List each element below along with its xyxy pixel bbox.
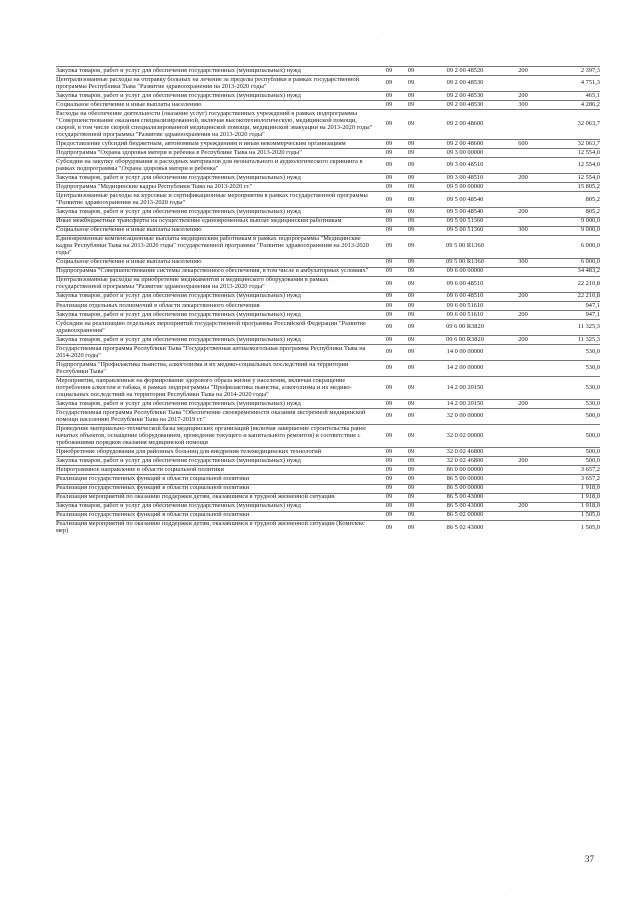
budget-table-body	[56, 67, 600, 536]
scan-speck: ·	[383, 30, 385, 35]
table-row	[56, 400, 600, 409]
row-target-code: 09 2 00 48530	[422, 92, 508, 101]
table-row	[56, 158, 600, 174]
row-subsection: 09	[400, 493, 422, 502]
table-row	[56, 101, 600, 110]
row-description: Подпрограмма "Охрана здоровья матери и ребенка в Республике Тыва на 2013-2020 годы"	[56, 149, 378, 158]
table-row	[56, 301, 600, 310]
row-target-code: 09 6 00 R3820	[422, 336, 508, 345]
row-amount: 530,0	[538, 377, 600, 400]
row-section: 09	[378, 448, 400, 457]
row-description: Подпрограмма "Профилактика пьянства, алкоголизма и их медико-социальных последствий на территории Республики Тыва"	[56, 361, 378, 377]
row-section: 09	[378, 493, 400, 502]
table-row	[56, 457, 600, 466]
row-amount: 22 210,8	[538, 276, 600, 292]
row-description: Предоставление субсидий бюджетным, автономным учреждениям и иным некоммерческим организациям	[56, 140, 378, 149]
row-description: Закупка товаров, работ и услуг для обеспечения государственных (муниципальных) нужд	[56, 292, 378, 301]
row-description: Расходы на обеспечение деятельности (оказание услуг) государственных учреждений в рамках подпрограммы "Совершенствование оказания специализированной, включая высокотехнологическую, медицинской помощи, скорой, в том числе скорой специализированной медицинской помощи, медицинской эвакуации на 2013-2020 годы" государственной программы "Развитие здравоохранения на 2013-2020 годы"	[56, 110, 378, 140]
row-section: 09	[378, 400, 400, 409]
row-expense-type	[508, 320, 538, 336]
table-row	[56, 448, 600, 457]
row-section: 09	[378, 158, 400, 174]
row-target-code: 86 5 00 43000	[422, 502, 508, 511]
row-description: Закупка товаров, работ и услуг для обеспечения государственных (муниципальных) нужд	[56, 311, 378, 320]
row-section: 09	[378, 149, 400, 158]
row-description: Государственная программа Республики Тыва "Обеспечение своевременности оказания экстренной медицинской помощи населению Республики Тыва на 2017-2019 гг."	[56, 409, 378, 425]
row-expense-type	[508, 361, 538, 377]
row-section: 09	[378, 520, 400, 536]
row-expense-type	[508, 475, 538, 484]
row-amount: 12 554,0	[538, 149, 600, 158]
row-target-code: 14 2 00 20150	[422, 400, 508, 409]
row-amount: 947,1	[538, 301, 600, 310]
row-expense-type	[508, 345, 538, 361]
row-section: 09	[378, 345, 400, 361]
row-description: Реализация государственных функций в области социальной политики	[56, 475, 378, 484]
row-amount: 2 397,3	[538, 67, 600, 76]
row-subsection: 09	[400, 520, 422, 536]
row-section: 09	[378, 336, 400, 345]
row-description: Социальное обеспечение и иные выплаты населению	[56, 101, 378, 110]
row-description: Закупка товаров, работ и услуг для обеспечения государственных (муниципальных) нужд	[56, 457, 378, 466]
row-section: 09	[378, 484, 400, 493]
row-description: Подпрограмма "Совершенствование системы лекарственного обеспечения, в том числе в амбулаторных условиях"	[56, 267, 378, 276]
row-target-code: 09 5 00 51360	[422, 226, 508, 235]
row-amount: 1 918,0	[538, 493, 600, 502]
row-description: Централизованные расходы на приобретение медикаментов и медицинского оборудования в рамках государственной программы "Развитие здравоохранения на 2013-2020 годы"	[56, 276, 378, 292]
row-description: Реализация мероприятий по оказанию поддержки детям, оказавшимся в трудной жизненной ситуации (Комплекс мер)	[56, 520, 378, 536]
table-row	[56, 267, 600, 276]
table-row	[56, 425, 600, 448]
row-section: 09	[378, 267, 400, 276]
table-row	[56, 149, 600, 158]
row-target-code: 09 2 00 48600	[422, 140, 508, 149]
row-subsection: 09	[400, 409, 422, 425]
row-subsection: 09	[400, 258, 422, 267]
row-target-code: 09 2 00 48530	[422, 101, 508, 110]
row-section: 09	[378, 457, 400, 466]
row-amount: 530,0	[538, 361, 600, 377]
row-description: Единовременные компенсационные выплаты медицинским работникам в рамках подпрограммы "Медицинские кадры Республики Тыва на 2013-2020 годы" государственной программы "Развитие здравоохранения на 2013-2020 годы"	[56, 235, 378, 258]
row-subsection: 09	[400, 226, 422, 235]
row-amount: 6 000,0	[538, 258, 600, 267]
row-target-code: 14 2 00 20150	[422, 377, 508, 400]
row-amount: 805,2	[538, 208, 600, 217]
row-expense-type	[508, 511, 538, 520]
row-expense-type: 200	[508, 400, 538, 409]
row-description: Иные межбюджетные трансферты на осуществление единовременных выплат медицинским работникам	[56, 217, 378, 226]
row-amount: 500,0	[538, 457, 600, 466]
row-expense-type: 600	[508, 140, 538, 149]
row-target-code: 09 6 00 R3820	[422, 320, 508, 336]
row-section: 09	[378, 276, 400, 292]
row-subsection: 09	[400, 67, 422, 76]
row-description: Централизованные расходы на курсовые и сертификационные мероприятия в рамках государственной программы "Развитие здравоохранения на 2013-2020 годы"	[56, 192, 378, 208]
row-expense-type: 200	[508, 208, 538, 217]
row-target-code: 09 6 00 51610	[422, 301, 508, 310]
row-target-code: 09 6 00 51610	[422, 311, 508, 320]
table-row	[56, 361, 600, 377]
row-amount: 500,0	[538, 448, 600, 457]
row-subsection: 09	[400, 448, 422, 457]
row-section: 09	[378, 226, 400, 235]
row-expense-type: 200	[508, 92, 538, 101]
row-description: Закупка товаров, работ и услуг для обеспечения государственных (муниципальных) нужд	[56, 174, 378, 183]
row-amount: 530,0	[538, 400, 600, 409]
row-expense-type	[508, 409, 538, 425]
row-amount: 3 657,2	[538, 466, 600, 475]
table-row	[56, 484, 600, 493]
table-row	[56, 174, 600, 183]
row-section: 09	[378, 76, 400, 92]
row-description: Социальное обеспечение и иные выплаты населению	[56, 226, 378, 235]
row-section: 09	[378, 301, 400, 310]
row-section: 09	[378, 502, 400, 511]
row-expense-type	[508, 425, 538, 448]
row-subsection: 09	[400, 267, 422, 276]
row-target-code: 09 5 00 51360	[422, 217, 508, 226]
row-subsection: 09	[400, 217, 422, 226]
row-amount: 15 805,2	[538, 183, 600, 192]
row-amount: 500,0	[538, 409, 600, 425]
row-description: Субсидии на реализацию отдельных мероприятий государственной программы Российской Федерации "Развитие здравоохранения"	[56, 320, 378, 336]
row-description: Социальное обеспечение и иные выплаты населению	[56, 258, 378, 267]
row-section: 09	[378, 235, 400, 258]
row-target-code: 14 0 00 00000	[422, 345, 508, 361]
row-subsection: 09	[400, 336, 422, 345]
row-target-code: 86 5 02 00000	[422, 511, 508, 520]
row-target-code: 32 0 00 00000	[422, 409, 508, 425]
row-expense-type: 300	[508, 258, 538, 267]
table-row	[56, 208, 600, 217]
table-row	[56, 511, 600, 520]
row-subsection: 09	[400, 149, 422, 158]
row-subsection: 09	[400, 457, 422, 466]
table-row	[56, 292, 600, 301]
row-description: Реализация мероприятий по оказанию поддержки детям, оказавшимся в трудной жизненной ситуации	[56, 493, 378, 502]
table-row	[56, 217, 600, 226]
row-section: 09	[378, 425, 400, 448]
row-expense-type	[508, 110, 538, 140]
table-row	[56, 110, 600, 140]
row-target-code: 09 5 00 00000	[422, 183, 508, 192]
row-expense-type	[508, 520, 538, 536]
row-target-code: 09 3 00 48510	[422, 158, 508, 174]
row-section: 09	[378, 192, 400, 208]
row-description: Закупка товаров, работ и услуг для обеспечения государственных (муниципальных) нужд	[56, 208, 378, 217]
row-subsection: 09	[400, 76, 422, 92]
table-row	[56, 92, 600, 101]
row-amount: 1 918,0	[538, 484, 600, 493]
table-row	[56, 345, 600, 361]
page-number: 37	[585, 854, 594, 864]
table-row	[56, 76, 600, 92]
row-subsection: 09	[400, 208, 422, 217]
row-section: 09	[378, 511, 400, 520]
row-expense-type	[508, 217, 538, 226]
table-row	[56, 258, 600, 267]
row-expense-type	[508, 183, 538, 192]
row-section: 09	[378, 101, 400, 110]
row-section: 09	[378, 92, 400, 101]
row-amount: 6 000,0	[538, 235, 600, 258]
row-section: 09	[378, 311, 400, 320]
row-expense-type	[508, 466, 538, 475]
row-amount: 9 000,0	[538, 226, 600, 235]
row-section: 09	[378, 466, 400, 475]
row-section: 09	[378, 361, 400, 377]
row-amount: 4 286,2	[538, 101, 600, 110]
table-row	[56, 320, 600, 336]
row-amount: 34 483,2	[538, 267, 600, 276]
row-section: 09	[378, 409, 400, 425]
row-amount: 3 657,2	[538, 475, 600, 484]
row-subsection: 09	[400, 320, 422, 336]
row-subsection: 09	[400, 466, 422, 475]
row-expense-type	[508, 377, 538, 400]
row-expense-type	[508, 192, 538, 208]
row-target-code: 09 6 00 48510	[422, 292, 508, 301]
row-section: 09	[378, 67, 400, 76]
table-row	[56, 520, 600, 536]
row-target-code: 09 2 00 48530	[422, 76, 508, 92]
table-row	[56, 475, 600, 484]
table-row	[56, 377, 600, 400]
row-amount: 947,1	[538, 311, 600, 320]
row-description: Закупка товаров, работ и услуг для обеспечения государственных (муниципальных) нужд	[56, 92, 378, 101]
row-target-code: 09 2 00 48520	[422, 67, 508, 76]
row-expense-type: 200	[508, 502, 538, 511]
table-row	[56, 409, 600, 425]
row-expense-type: 200	[508, 174, 538, 183]
row-expense-type	[508, 484, 538, 493]
row-expense-type: 300	[508, 226, 538, 235]
table-row	[56, 226, 600, 235]
row-section: 09	[378, 208, 400, 217]
row-subsection: 09	[400, 345, 422, 361]
table-row	[56, 466, 600, 475]
row-expense-type: 300	[508, 101, 538, 110]
row-subsection: 09	[400, 192, 422, 208]
row-amount: 1 918,0	[538, 502, 600, 511]
row-description: Приобретение оборудования для районных больниц для внедрения телемедицинских технологий	[56, 448, 378, 457]
row-section: 09	[378, 292, 400, 301]
row-description: Централизованные расходы на отправку больных на лечение за пределы республики в рамках государственной программы Республики Тыва "Развитие здравоохранения на 2013-2020 годы"	[56, 76, 378, 92]
table-row	[56, 493, 600, 502]
row-section: 09	[378, 110, 400, 140]
row-subsection: 09	[400, 361, 422, 377]
row-description: Закупка товаров, работ и услуг для обеспечения государственных (муниципальных) нужд	[56, 67, 378, 76]
row-expense-type: 200	[508, 336, 538, 345]
scan-speck: ·	[511, 886, 513, 891]
table-row	[56, 235, 600, 258]
row-target-code: 09 5 00 48540	[422, 192, 508, 208]
table-row	[56, 276, 600, 292]
row-subsection: 09	[400, 276, 422, 292]
row-section: 09	[378, 174, 400, 183]
row-target-code: 86 5 02 43000	[422, 520, 508, 536]
row-expense-type	[508, 276, 538, 292]
row-subsection: 09	[400, 110, 422, 140]
row-description: Закупка товаров, работ и услуг для обеспечения государственных (муниципальных) нужд	[56, 400, 378, 409]
row-target-code: 09 3 00 48510	[422, 174, 508, 183]
table-row	[56, 311, 600, 320]
row-target-code: 09 2 00 48600	[422, 110, 508, 140]
row-subsection: 09	[400, 140, 422, 149]
row-target-code: 86 5 00 00000	[422, 475, 508, 484]
row-description: Закупка товаров, работ и услуг для обеспечения государственных (муниципальных) нужд	[56, 336, 378, 345]
row-section: 09	[378, 217, 400, 226]
row-expense-type	[508, 267, 538, 276]
row-target-code: 09 5 00 R1360	[422, 235, 508, 258]
row-description: Реализация отдельных полномочий в области лекарственного обеспечения	[56, 301, 378, 310]
row-expense-type: 200	[508, 67, 538, 76]
row-amount: 12 554,0	[538, 158, 600, 174]
row-section: 09	[378, 258, 400, 267]
row-target-code: 14 2 00 00000	[422, 361, 508, 377]
row-target-code: 09 6 00 00000	[422, 267, 508, 276]
row-subsection: 09	[400, 235, 422, 258]
row-amount: 500,0	[538, 425, 600, 448]
table-row	[56, 502, 600, 511]
row-amount: 11 325,3	[538, 336, 600, 345]
row-amount: 32 063,7	[538, 110, 600, 140]
row-subsection: 09	[400, 484, 422, 493]
row-subsection: 09	[400, 425, 422, 448]
row-expense-type	[508, 301, 538, 310]
row-subsection: 09	[400, 292, 422, 301]
row-description: Государственная программа Республики Тыва "Государственная антиалкогольная программа Республики Тыва на 2014-2020 годы"	[56, 345, 378, 361]
row-amount: 12 554,0	[538, 174, 600, 183]
row-description: Подпрограмма "Медицинские кадры Республики Тыва на 2013-2020 гг."	[56, 183, 378, 192]
row-subsection: 09	[400, 101, 422, 110]
row-description: Непрограммное направление в области социальной политики	[56, 466, 378, 475]
row-expense-type	[508, 76, 538, 92]
row-amount: 4 751,3	[538, 76, 600, 92]
row-amount: 805,2	[538, 192, 600, 208]
row-expense-type: 200	[508, 292, 538, 301]
row-target-code: 32 0 02 00000	[422, 425, 508, 448]
row-description: Субсидии на закупку оборудования и расходных материалов для неонатального и аудиологического скрининга в рамках подпрограммы "Охрана здоровья матери и ребенка"	[56, 158, 378, 174]
row-subsection: 09	[400, 511, 422, 520]
row-subsection: 09	[400, 174, 422, 183]
row-target-code: 86 0 00 00000	[422, 466, 508, 475]
row-target-code: 09 5 00 R1360	[422, 258, 508, 267]
row-amount: 32 063,7	[538, 140, 600, 149]
row-subsection: 09	[400, 183, 422, 192]
row-description: Реализация государственных функций в области социальной политики	[56, 484, 378, 493]
row-target-code: 86 5 00 00000	[422, 484, 508, 493]
row-expense-type	[508, 493, 538, 502]
budget-table	[56, 66, 600, 536]
row-subsection: 09	[400, 377, 422, 400]
row-expense-type	[508, 235, 538, 258]
table-row	[56, 192, 600, 208]
row-section: 09	[378, 320, 400, 336]
row-amount: 9 000,0	[538, 217, 600, 226]
row-description: Закупка товаров, работ и услуг для обеспечения государственных (муниципальных) нужд	[56, 502, 378, 511]
row-description: Проведение материально-технической базы медицинских организаций (включая завершение строительства ранее начатых объектов, оснащение оборудованием, проведение текущего и капитального ремонтов) в соответствие с требованиями порядков оказания медицинской помощи	[56, 425, 378, 448]
table-row	[56, 67, 600, 76]
row-description: Мероприятия, направленные на формирование здорового образа жизни у населения, включая сокращение потребления алкоголя и табака, в рамках подпрограммы "Профилактика пьянства, алкоголизма и их медико-социальных последствий на территории Республики Тыва на 2014-2020 годы"	[56, 377, 378, 400]
row-target-code: 09 5 00 48540	[422, 208, 508, 217]
row-target-code: 09 3 00 00000	[422, 149, 508, 158]
row-target-code: 86 5 00 43000	[422, 493, 508, 502]
row-expense-type	[508, 158, 538, 174]
row-section: 09	[378, 377, 400, 400]
table-row	[56, 336, 600, 345]
row-expense-type: 200	[508, 457, 538, 466]
row-section: 09	[378, 140, 400, 149]
row-amount: 530,0	[538, 345, 600, 361]
row-amount: 1 505,0	[538, 511, 600, 520]
row-subsection: 09	[400, 502, 422, 511]
row-subsection: 09	[400, 301, 422, 310]
row-section: 09	[378, 183, 400, 192]
row-amount: 1 505,0	[538, 520, 600, 536]
row-expense-type: 200	[508, 311, 538, 320]
row-description: Реализация государственных функций в области социальной политики	[56, 511, 378, 520]
row-subsection: 09	[400, 311, 422, 320]
row-target-code: 09 6 00 48510	[422, 276, 508, 292]
row-subsection: 09	[400, 92, 422, 101]
row-expense-type	[508, 149, 538, 158]
table-row	[56, 183, 600, 192]
row-expense-type	[508, 448, 538, 457]
row-target-code: 32 0 02 46800	[422, 457, 508, 466]
table-row	[56, 140, 600, 149]
row-target-code: 32 0 02 46800	[422, 448, 508, 457]
row-subsection: 09	[400, 475, 422, 484]
row-subsection: 09	[400, 400, 422, 409]
row-subsection: 09	[400, 158, 422, 174]
row-amount: 465,1	[538, 92, 600, 101]
row-amount: 11 325,3	[538, 320, 600, 336]
row-amount: 22 210,8	[538, 292, 600, 301]
row-section: 09	[378, 475, 400, 484]
